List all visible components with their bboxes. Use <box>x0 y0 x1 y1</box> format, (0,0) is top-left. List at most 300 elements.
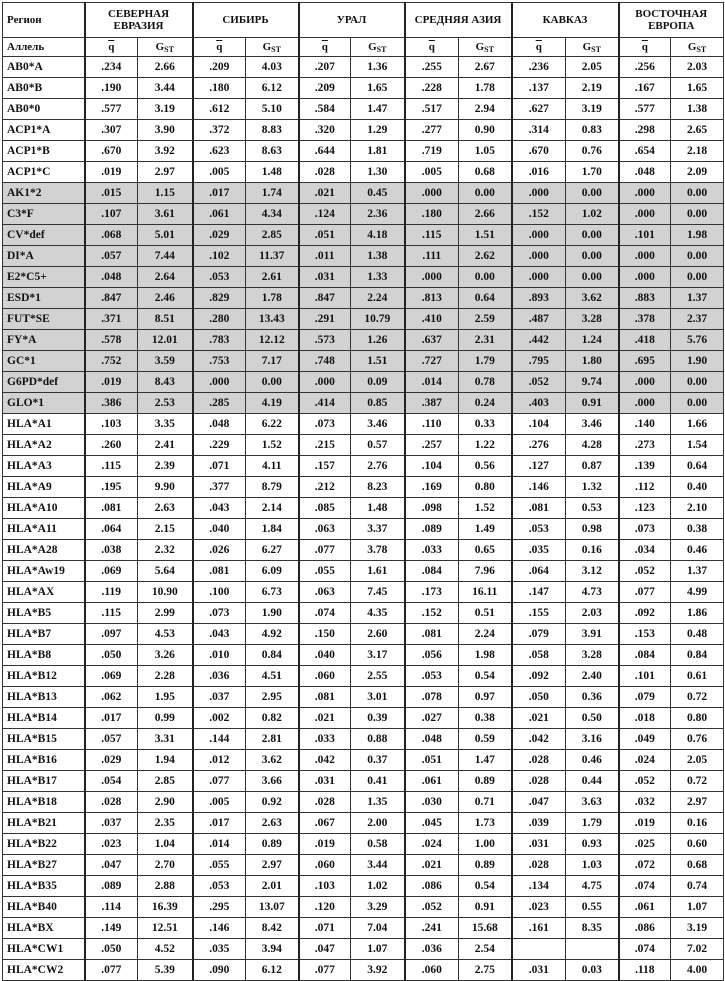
table-row <box>3 876 724 897</box>
gst-value-cell: 2.88 <box>138 876 193 897</box>
q-value-cell: .386 <box>85 393 138 414</box>
q-value-cell: .069 <box>85 666 138 687</box>
q-value-cell: .005 <box>193 792 246 813</box>
q-value-cell: .037 <box>193 687 246 708</box>
allele-cell: HLA*A11 <box>3 519 85 540</box>
q-value-cell: .057 <box>85 246 138 267</box>
q-value-cell: .002 <box>193 708 246 729</box>
gst-value-cell: 7.02 <box>671 939 724 960</box>
q-value-cell: .637 <box>405 330 459 351</box>
q-value-cell: .029 <box>85 750 138 771</box>
table-row <box>3 477 724 498</box>
q-value-cell: .043 <box>193 498 246 519</box>
table-row <box>3 246 724 267</box>
gst-value-cell: 4.18 <box>351 225 405 246</box>
gst-value-cell: 4.53 <box>138 624 193 645</box>
gst-value-cell: 0.09 <box>351 372 405 393</box>
q-value-cell: .042 <box>299 750 351 771</box>
gst-value-cell: 3.12 <box>566 561 619 582</box>
gst-value-cell: 2.64 <box>138 267 193 288</box>
gst-value-cell: 2.75 <box>459 960 512 981</box>
gst-value-cell: 0.59 <box>459 729 512 750</box>
gst-value-cell: 3.46 <box>351 414 405 435</box>
gst-value-cell: 2.97 <box>246 855 299 876</box>
gst-value-cell: 1.33 <box>351 267 405 288</box>
gst-value-cell: 8.43 <box>138 372 193 393</box>
q-value-cell: .067 <box>299 813 351 834</box>
gst-value-cell: 2.97 <box>671 792 724 813</box>
table-row <box>3 225 724 246</box>
gst-value-cell: 1.36 <box>351 57 405 78</box>
gst-value-cell: 3.92 <box>351 960 405 981</box>
gst-value-cell: 6.09 <box>246 561 299 582</box>
g-label: G <box>368 40 377 53</box>
gst-value-cell: 0.80 <box>459 477 512 498</box>
q-value-cell: .005 <box>405 162 459 183</box>
gst-value-cell: 3.19 <box>566 99 619 120</box>
q-value-cell: .055 <box>193 855 246 876</box>
q-value-cell: .752 <box>85 351 138 372</box>
q-value-cell: .016 <box>512 162 566 183</box>
gst-value-cell: 1.35 <box>351 792 405 813</box>
q-value-cell: .060 <box>299 666 351 687</box>
gst-value-cell: 0.56 <box>459 456 512 477</box>
allele-cell: HLA*B17 <box>3 771 85 792</box>
gst-value-cell: 0.83 <box>566 120 619 141</box>
gst-value-cell: 0.40 <box>671 477 724 498</box>
gst-value-cell: 0.98 <box>566 519 619 540</box>
gst-value-cell: 2.03 <box>566 603 619 624</box>
gst-value-cell: 2.36 <box>351 204 405 225</box>
q-value-cell <box>512 939 566 960</box>
gst-value-cell: 0.00 <box>671 393 724 414</box>
allele-cell: AB0*A <box>3 57 85 78</box>
gst-value-cell: 9.74 <box>566 372 619 393</box>
table-row <box>3 960 724 981</box>
q-value-cell: .577 <box>85 99 138 120</box>
q-value-cell: .147 <box>512 582 566 603</box>
q-value-cell: .256 <box>619 57 671 78</box>
gst-value-cell: 1.65 <box>351 78 405 99</box>
gst-value-cell: 4.11 <box>246 456 299 477</box>
gst-value-cell: 0.68 <box>671 855 724 876</box>
gst-value-cell: 2.85 <box>138 771 193 792</box>
allele-cell: HLA*B40 <box>3 897 85 918</box>
q-value-cell: .114 <box>85 897 138 918</box>
g-subscript: ST <box>376 44 387 54</box>
table-row <box>3 183 724 204</box>
q-value-cell: .027 <box>405 708 459 729</box>
gst-value-cell: 0.38 <box>671 519 724 540</box>
gst-value-cell: 6.73 <box>246 582 299 603</box>
q-value-cell: .021 <box>299 708 351 729</box>
q-value-cell: .078 <box>405 687 459 708</box>
q-value-cell: .048 <box>405 729 459 750</box>
q-value-cell: .418 <box>619 330 671 351</box>
q-value-cell: .442 <box>512 330 566 351</box>
gst-value-cell: 16.39 <box>138 897 193 918</box>
gst-value-cell: 12.01 <box>138 330 193 351</box>
gst-value-cell <box>566 939 619 960</box>
q-value-cell: .021 <box>512 708 566 729</box>
q-value-cell: .017 <box>193 183 246 204</box>
table-row <box>3 141 724 162</box>
gst-value-cell: 1.47 <box>351 99 405 120</box>
gst-value-cell: 0.72 <box>671 771 724 792</box>
q-value-cell: .000 <box>512 183 566 204</box>
gst-value-cell: 3.46 <box>566 414 619 435</box>
q-value-cell: .847 <box>85 288 138 309</box>
q-value-cell: .000 <box>619 246 671 267</box>
q-value-cell: .073 <box>193 603 246 624</box>
q-value-cell: .207 <box>299 57 351 78</box>
allele-cell: AB0*0 <box>3 99 85 120</box>
q-value-cell: .015 <box>85 183 138 204</box>
gst-value-cell: 4.73 <box>566 582 619 603</box>
q-value-cell: .036 <box>193 666 246 687</box>
allele-cell: HLA*B21 <box>3 813 85 834</box>
gst-value-cell: 0.03 <box>566 960 619 981</box>
q-value-cell: .152 <box>405 603 459 624</box>
gst-value-cell: 2.67 <box>459 57 512 78</box>
gst-value-cell: 3.90 <box>138 120 193 141</box>
q-value-cell: .010 <box>193 645 246 666</box>
q-value-cell: .084 <box>405 561 459 582</box>
gst-value-cell: 0.45 <box>351 183 405 204</box>
gst-value-cell: 0.64 <box>671 456 724 477</box>
q-value-cell: .000 <box>299 372 351 393</box>
q-value-cell: .118 <box>619 960 671 981</box>
table-row <box>3 729 724 750</box>
allele-cell: E2*C5+ <box>3 267 85 288</box>
q-value-cell: .073 <box>299 414 351 435</box>
gst-column-header <box>566 38 619 57</box>
gst-value-cell: 2.55 <box>351 666 405 687</box>
gst-value-cell: 0.68 <box>459 162 512 183</box>
gst-value-cell: 4.75 <box>566 876 619 897</box>
q-label: $\overline{q}$ <box>216 41 223 53</box>
gst-value-cell: 8.42 <box>246 918 299 939</box>
gst-value-cell: 3.62 <box>246 750 299 771</box>
gst-value-cell: 2.05 <box>566 57 619 78</box>
gst-value-cell: 2.60 <box>351 624 405 645</box>
allele-cell: G6PD*def <box>3 372 85 393</box>
gst-value-cell: 8.63 <box>246 141 299 162</box>
gst-value-cell: 3.61 <box>138 204 193 225</box>
q-label: $\overline{q}$ <box>428 41 435 53</box>
q-value-cell: .050 <box>512 687 566 708</box>
gst-value-cell: 1.74 <box>246 183 299 204</box>
table-row <box>3 519 724 540</box>
region-north-eurasia: СЕВЕРНАЯ ЕВРАЗИЯ <box>85 3 193 38</box>
q-value-cell: .257 <box>405 435 459 456</box>
q-value-cell: .051 <box>299 225 351 246</box>
gst-value-cell: 1.48 <box>246 162 299 183</box>
q-value-cell: .021 <box>299 183 351 204</box>
allele-cell: FY*A <box>3 330 85 351</box>
q-value-cell: .033 <box>299 729 351 750</box>
q-value-cell: .019 <box>85 372 138 393</box>
region-eastern-europe: ВОСТОЧНАЯ ЕВРОПА <box>619 3 724 38</box>
gst-value-cell: 0.16 <box>566 540 619 561</box>
g-label: G <box>687 40 697 53</box>
gst-value-cell: 0.84 <box>246 645 299 666</box>
gst-value-cell: 1.84 <box>246 519 299 540</box>
gst-value-cell: 0.00 <box>566 267 619 288</box>
gst-value-cell: 0.24 <box>459 393 512 414</box>
q-label: $\overline{q}$ <box>321 41 328 53</box>
q-value-cell: .060 <box>299 855 351 876</box>
gst-value-cell: 2.28 <box>138 666 193 687</box>
q-value-cell: .146 <box>512 477 566 498</box>
gst-value-cell: 6.12 <box>246 78 299 99</box>
gst-value-cell: 0.89 <box>459 855 512 876</box>
q-value-cell: .019 <box>619 813 671 834</box>
q-value-cell: .028 <box>299 162 351 183</box>
table-row <box>3 939 724 960</box>
gst-value-cell: 0.87 <box>566 456 619 477</box>
q-value-cell: .031 <box>299 771 351 792</box>
gst-value-cell: 2.66 <box>459 204 512 225</box>
gst-value-cell: 6.27 <box>246 540 299 561</box>
q-value-cell: .047 <box>85 855 138 876</box>
gst-value-cell: 4.99 <box>671 582 724 603</box>
q-value-cell: .180 <box>405 204 459 225</box>
table-row <box>3 708 724 729</box>
gst-value-cell: 1.22 <box>459 435 512 456</box>
q-value-cell: .111 <box>405 246 459 267</box>
gst-value-cell: 0.58 <box>351 834 405 855</box>
g-subscript: ST <box>484 44 494 54</box>
gst-value-cell: 4.34 <box>246 204 299 225</box>
q-value-cell: .000 <box>619 183 671 204</box>
q-value-cell: .280 <box>193 309 246 330</box>
q-column-header <box>85 38 138 57</box>
gst-value-cell: 1.32 <box>566 477 619 498</box>
q-value-cell: .291 <box>299 309 351 330</box>
q-value-cell: .052 <box>619 771 671 792</box>
allele-cell: HLA*B27 <box>3 855 85 876</box>
gst-value-cell: 2.81 <box>246 729 299 750</box>
q-value-cell: .061 <box>405 771 459 792</box>
table-row <box>3 456 724 477</box>
gst-value-cell: 8.35 <box>566 918 619 939</box>
table-row <box>3 162 724 183</box>
q-value-cell: .049 <box>619 729 671 750</box>
q-value-cell: .115 <box>405 225 459 246</box>
gst-value-cell: 0.54 <box>459 876 512 897</box>
allele-cell: HLA*A3 <box>3 456 85 477</box>
q-column-header <box>193 38 246 57</box>
allele-cell: HLA*B12 <box>3 666 85 687</box>
q-value-cell: .056 <box>405 645 459 666</box>
q-value-cell: .023 <box>512 897 566 918</box>
q-value-cell: .627 <box>512 99 566 120</box>
q-value-cell: .052 <box>405 897 459 918</box>
q-value-cell: .063 <box>299 519 351 540</box>
gst-value-cell: 2.24 <box>459 624 512 645</box>
gst-value-cell: 0.89 <box>459 771 512 792</box>
gst-value-cell: 1.03 <box>566 855 619 876</box>
q-value-cell: .084 <box>619 645 671 666</box>
gst-value-cell: 3.62 <box>566 288 619 309</box>
allele-cell: AB0*B <box>3 78 85 99</box>
gst-value-cell: 0.99 <box>138 708 193 729</box>
gst-value-cell: 1.90 <box>246 603 299 624</box>
gst-value-cell: 2.40 <box>566 666 619 687</box>
gst-value-cell: 0.71 <box>459 792 512 813</box>
q-value-cell: .000 <box>512 246 566 267</box>
q-value-cell: .410 <box>405 309 459 330</box>
region-siberia: СИБИРЬ <box>193 3 299 38</box>
gst-value-cell: 0.00 <box>566 183 619 204</box>
g-label: G <box>475 40 485 53</box>
gst-value-cell: 2.59 <box>459 309 512 330</box>
gst-value-cell: 5.64 <box>138 561 193 582</box>
table-row <box>3 645 724 666</box>
table-row <box>3 57 724 78</box>
q-value-cell: .277 <box>405 120 459 141</box>
gst-value-cell: 1.05 <box>459 141 512 162</box>
gst-value-cell: 2.10 <box>671 498 724 519</box>
gst-value-cell: 0.90 <box>459 120 512 141</box>
table-row <box>3 120 724 141</box>
q-value-cell: .043 <box>193 624 246 645</box>
allele-cell: HLA*A1 <box>3 414 85 435</box>
q-value-cell: .086 <box>405 876 459 897</box>
q-value-cell: .298 <box>619 120 671 141</box>
table-row <box>3 288 724 309</box>
q-value-cell: .014 <box>193 834 246 855</box>
q-value-cell: .060 <box>405 960 459 981</box>
gst-value-cell: 1.90 <box>671 351 724 372</box>
table-row <box>3 330 724 351</box>
q-value-cell: .017 <box>85 708 138 729</box>
q-value-cell: .577 <box>619 99 671 120</box>
gst-value-cell: 11.37 <box>246 246 299 267</box>
q-value-cell: .893 <box>512 288 566 309</box>
q-value-cell: .064 <box>85 519 138 540</box>
g-subscript: ST <box>271 44 281 54</box>
q-value-cell: .644 <box>299 141 351 162</box>
gst-value-cell: 5.76 <box>671 330 724 351</box>
q-value-cell: .115 <box>85 456 138 477</box>
q-value-cell: .021 <box>405 855 459 876</box>
q-value-cell: .036 <box>405 939 459 960</box>
gst-value-cell: 1.49 <box>459 519 512 540</box>
gst-value-cell: 0.00 <box>671 267 724 288</box>
q-value-cell: .068 <box>85 225 138 246</box>
q-value-cell: .372 <box>193 120 246 141</box>
q-value-cell: .152 <box>512 204 566 225</box>
gst-value-cell: 7.45 <box>351 582 405 603</box>
gst-value-cell: 1.54 <box>671 435 724 456</box>
gst-value-cell: 3.78 <box>351 540 405 561</box>
gst-value-cell: 2.85 <box>246 225 299 246</box>
q-value-cell: .100 <box>193 582 246 603</box>
g-label: G <box>262 40 272 53</box>
q-value-cell: .053 <box>405 666 459 687</box>
q-value-cell: .069 <box>85 561 138 582</box>
g-label: G <box>582 40 592 53</box>
allele-cell: GLO*1 <box>3 393 85 414</box>
q-value-cell: .000 <box>619 372 671 393</box>
region-header-row <box>3 3 724 38</box>
gst-value-cell: 0.65 <box>459 540 512 561</box>
gst-value-cell: 0.91 <box>566 393 619 414</box>
gst-value-cell: 12.51 <box>138 918 193 939</box>
q-value-cell: .104 <box>512 414 566 435</box>
gst-value-cell: 3.66 <box>246 771 299 792</box>
q-value-cell: .035 <box>193 939 246 960</box>
q-column-header <box>405 38 459 57</box>
table-row <box>3 78 724 99</box>
q-value-cell: .487 <box>512 309 566 330</box>
allele-cell: HLA*A10 <box>3 498 85 519</box>
q-value-cell: .103 <box>85 414 138 435</box>
q-value-cell: .034 <box>619 540 671 561</box>
q-value-cell: .053 <box>193 267 246 288</box>
allele-cell: HLA*B5 <box>3 603 85 624</box>
gst-value-cell: 2.15 <box>138 519 193 540</box>
table-row <box>3 918 724 939</box>
region-caucasus: КАВКАЗ <box>512 3 619 38</box>
gst-value-cell: 1.02 <box>351 876 405 897</box>
allele-cell: HLA*B13 <box>3 687 85 708</box>
gst-value-cell: 2.00 <box>351 813 405 834</box>
q-value-cell: .031 <box>512 834 566 855</box>
gst-value-cell: 2.39 <box>138 456 193 477</box>
q-value-cell: .104 <box>405 456 459 477</box>
q-value-cell: .748 <box>299 351 351 372</box>
gst-value-cell: 0.16 <box>671 813 724 834</box>
q-label: $\overline{q}$ <box>108 41 115 53</box>
gst-value-cell: 0.78 <box>459 372 512 393</box>
allele-cell: DI*A <box>3 246 85 267</box>
table-row <box>3 498 724 519</box>
gst-column-header <box>671 38 724 57</box>
allele-cell: HLA*B8 <box>3 645 85 666</box>
q-value-cell: .115 <box>85 603 138 624</box>
q-value-cell: .161 <box>512 918 566 939</box>
gst-value-cell: 1.51 <box>351 351 405 372</box>
gst-value-cell: 2.18 <box>671 141 724 162</box>
gst-value-cell: 0.92 <box>246 792 299 813</box>
gst-value-cell: 3.31 <box>138 729 193 750</box>
gst-value-cell: 8.23 <box>351 477 405 498</box>
gst-value-cell: 2.01 <box>246 876 299 897</box>
q-column-header <box>299 38 351 57</box>
q-value-cell: .314 <box>512 120 566 141</box>
gst-value-cell: 0.84 <box>671 645 724 666</box>
gst-value-cell: 0.48 <box>671 624 724 645</box>
gst-value-cell: 0.74 <box>671 876 724 897</box>
q-value-cell: .139 <box>619 456 671 477</box>
q-value-cell: .795 <box>512 351 566 372</box>
q-value-cell: .037 <box>85 813 138 834</box>
gst-value-cell: 7.17 <box>246 351 299 372</box>
q-value-cell: .260 <box>85 435 138 456</box>
q-value-cell: .000 <box>405 183 459 204</box>
gst-value-cell: 3.63 <box>566 792 619 813</box>
g-subscript: ST <box>591 44 601 54</box>
gst-value-cell: 8.83 <box>246 120 299 141</box>
gst-value-cell: 0.00 <box>671 204 724 225</box>
q-value-cell: .153 <box>619 624 671 645</box>
table-row <box>3 771 724 792</box>
allele-cell: HLA*CW2 <box>3 960 85 981</box>
allele-cell: HLA*AX <box>3 582 85 603</box>
